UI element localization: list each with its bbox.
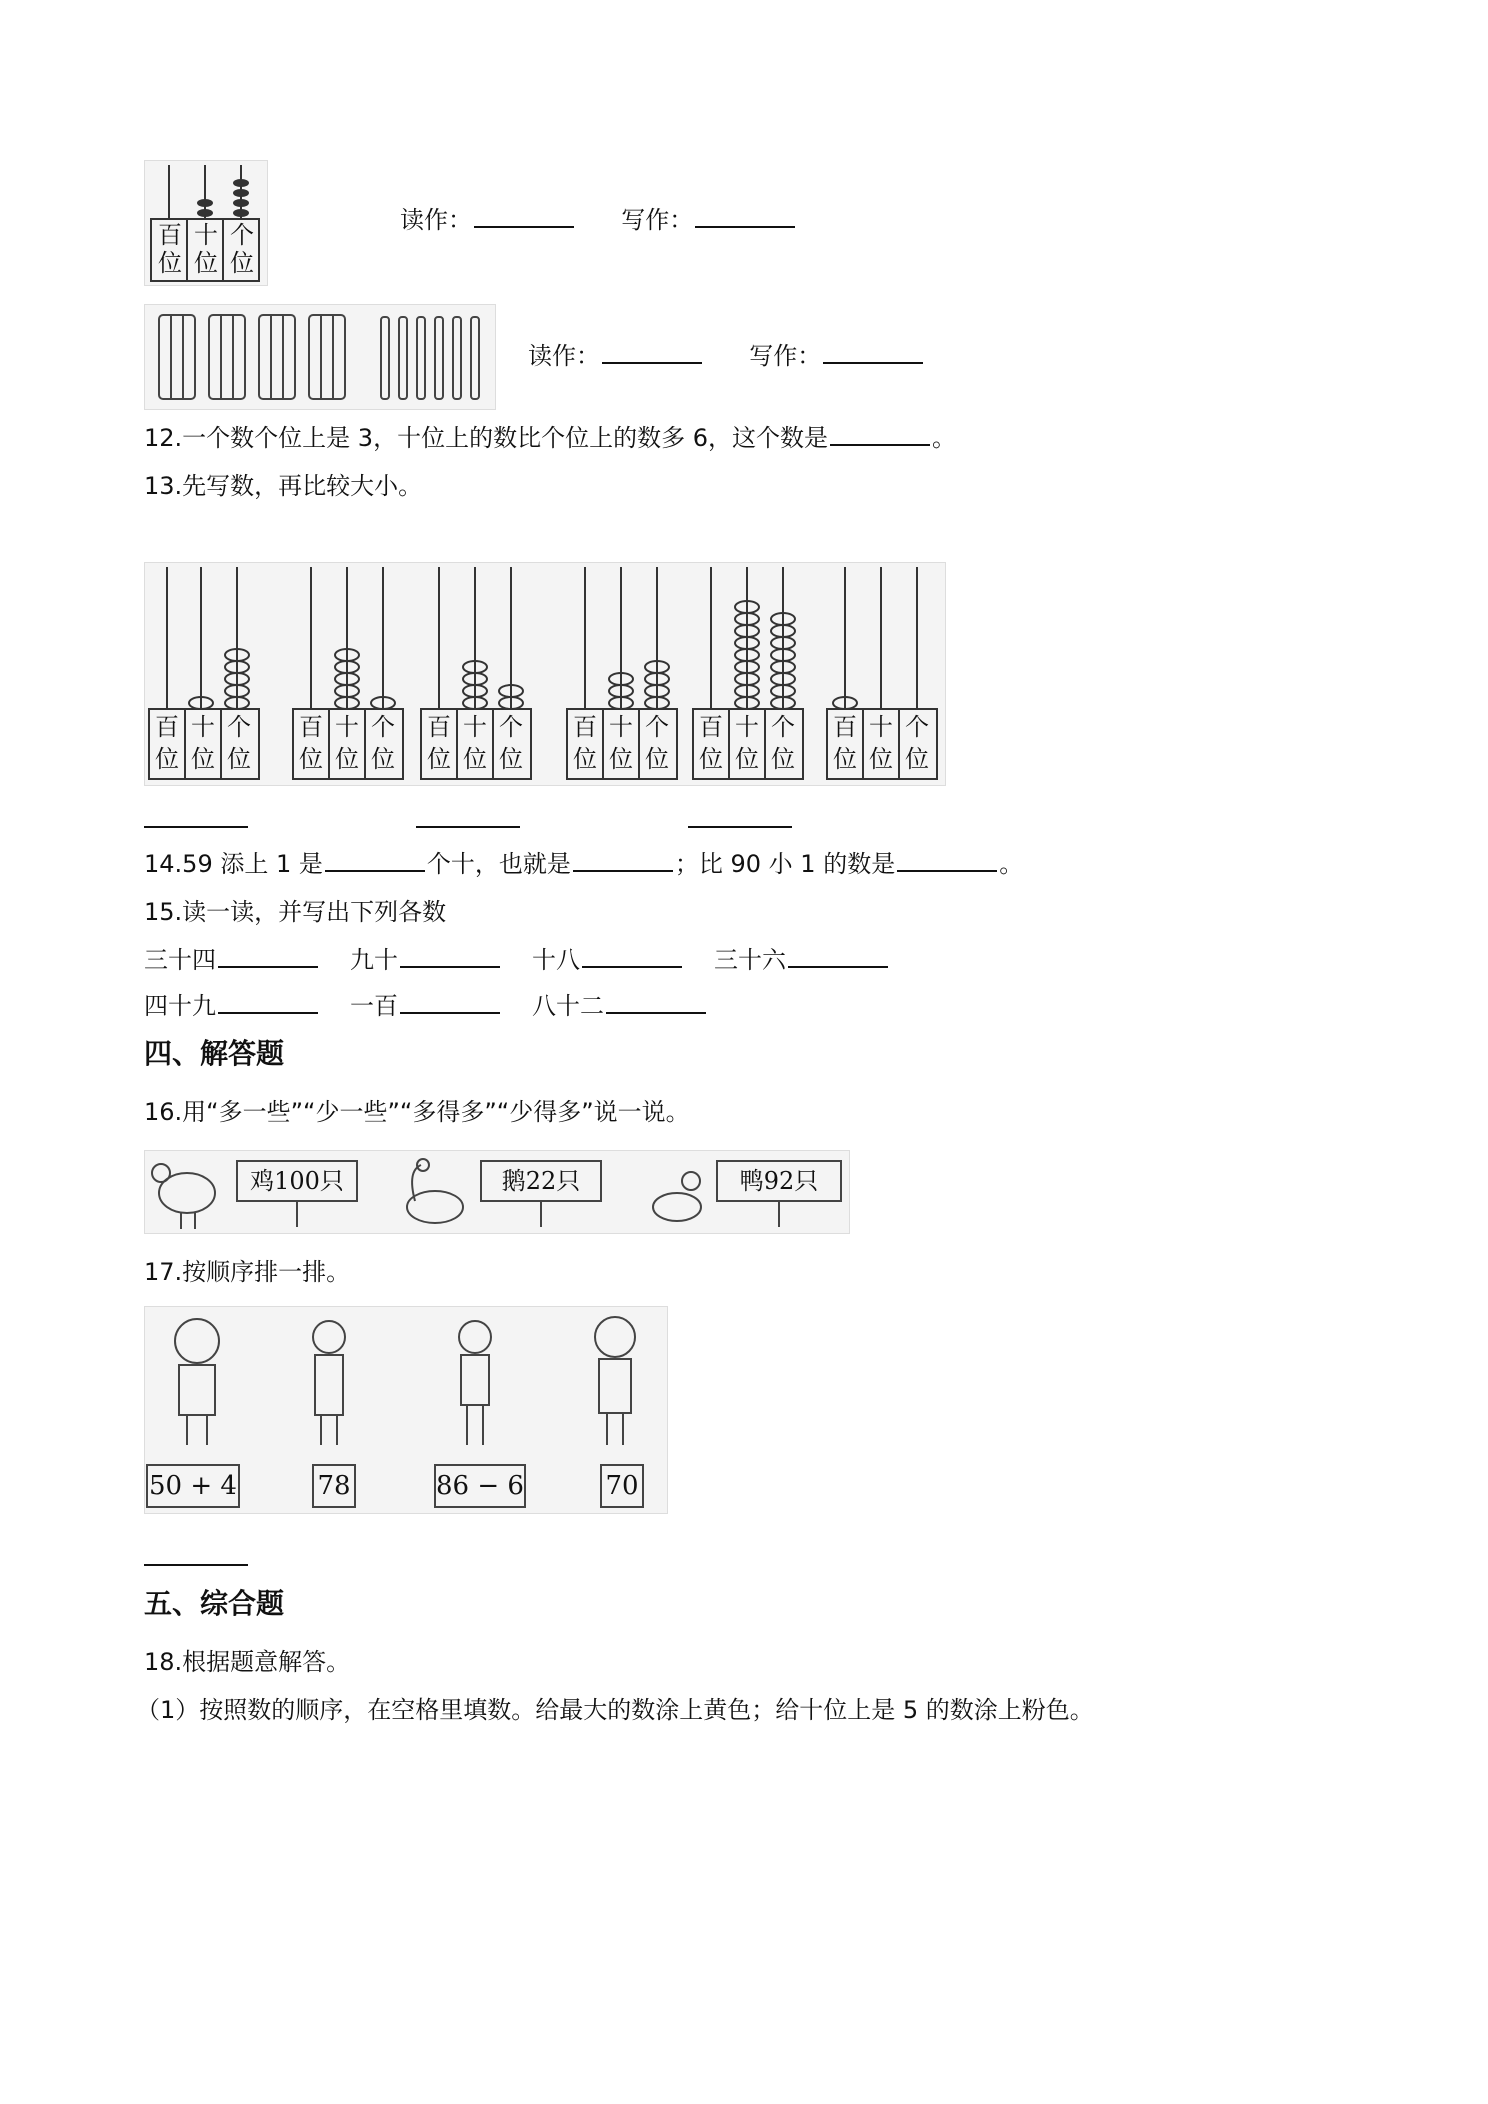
place-label-tens: 十位 xyxy=(194,221,218,277)
card-78: 78 xyxy=(317,1471,351,1501)
place-label-ones: 个位 xyxy=(230,221,254,277)
question-18: 18.根据题意解答。 xyxy=(144,1648,351,1676)
answer-blank[interactable] xyxy=(400,944,500,968)
abacus-labels-2: 百位十位个位 xyxy=(299,713,395,773)
abacus-labels-1: 百位十位个位 xyxy=(155,713,251,773)
question-18-sub1: （1）按照数的顺序，在空格里填数。给最大的数涂上黄色；给十位上是 5 的数涂上粉色。 xyxy=(136,1696,1094,1724)
read-label: 读作： xyxy=(528,342,600,370)
abacus-labels-6: 百位十位个位 xyxy=(833,713,929,773)
stick-bundles-drawing xyxy=(145,305,495,409)
place-label-hundreds: 百位 xyxy=(158,221,182,277)
answer-blank[interactable] xyxy=(474,204,574,228)
answer-blank[interactable] xyxy=(788,944,888,968)
answer-blank[interactable] xyxy=(573,848,673,872)
abacus-row-drawing xyxy=(145,563,945,785)
children-figure xyxy=(144,1306,668,1514)
question-13: 13.先写数，再比较大小。 xyxy=(144,472,423,500)
answer-blank[interactable] xyxy=(144,826,248,828)
abacus-labels-4: 百位十位个位 xyxy=(573,713,669,773)
answer-blank[interactable] xyxy=(823,340,923,364)
answer-blank[interactable] xyxy=(325,848,425,872)
abacus-row-figure xyxy=(144,562,946,786)
answer-blank[interactable] xyxy=(688,826,792,828)
abacus-labels-3: 百位十位个位 xyxy=(427,713,523,773)
question-16: 16.用“多一些”“少一些”“多得多”“少得多”说一说。 xyxy=(144,1098,690,1126)
sign-chicken: 鸡100只 xyxy=(250,1167,344,1195)
answer-blank[interactable] xyxy=(695,204,795,228)
section-heading-4: 四、解答题 xyxy=(144,1037,285,1070)
write-label: 写作： xyxy=(749,342,822,370)
stick-bundles-figure xyxy=(144,304,496,410)
write-label: 写作： xyxy=(621,206,694,234)
answer-blank[interactable] xyxy=(400,990,500,1014)
card-50-plus-4: 50 + 4 xyxy=(149,1471,237,1501)
question-14: 14.59 添上 1 是 个十，也就是 ；比 90 小 1 的数是 。 xyxy=(144,850,1024,878)
sign-goose: 鹅22只 xyxy=(501,1167,581,1195)
question-15-row2: 四十九 一百 八十二 xyxy=(144,990,708,1022)
question-12: 12.一个数个位上是 3，十位上的数比个位上的数多 6，这个数是 。 xyxy=(144,424,956,452)
animal-signs-figure xyxy=(144,1150,850,1234)
answer-blank[interactable] xyxy=(144,1564,248,1566)
read-label: 读作： xyxy=(400,206,472,234)
section-heading-5: 五、综合题 xyxy=(144,1587,285,1620)
answer-blank[interactable] xyxy=(897,848,997,872)
answer-blank[interactable] xyxy=(602,340,702,364)
answer-blank[interactable] xyxy=(606,990,706,1014)
row1-read-write xyxy=(400,204,797,236)
abacus-figure-1 xyxy=(144,160,268,286)
row2-read-write xyxy=(528,340,925,372)
answer-blank[interactable] xyxy=(218,944,318,968)
sign-duck: 鸭92只 xyxy=(739,1167,819,1195)
card-86-minus-6: 86 − 6 xyxy=(436,1471,524,1501)
abacus-labels-5: 百位十位个位 xyxy=(699,713,795,773)
question-15: 15.读一读，并写出下列各数 xyxy=(144,898,447,926)
answer-blank[interactable] xyxy=(830,422,930,446)
answer-blank[interactable] xyxy=(582,944,682,968)
answer-blank[interactable] xyxy=(218,990,318,1014)
answer-blank[interactable] xyxy=(416,826,520,828)
question-17: 17.按顺序排一排。 xyxy=(144,1258,351,1286)
question-15-row1: 三十四 九十 十八 三十六 xyxy=(144,944,890,976)
card-70: 70 xyxy=(605,1471,639,1501)
